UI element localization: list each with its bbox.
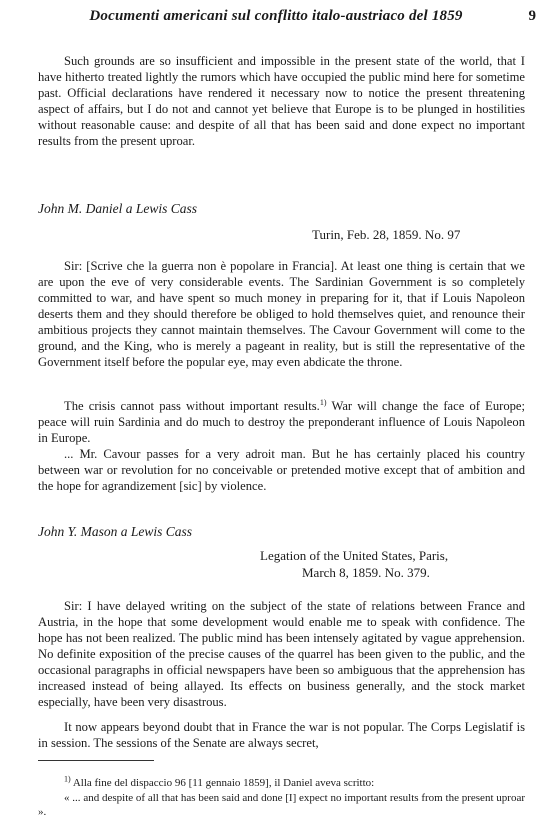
footnote-ref: 1) [319, 397, 327, 407]
paragraph-daniel-1: Sir: [Scrive che la guerra non è popolare in Francia]. At least one thing is certain that we are upon the eve of very considerable events. The Sardinian Government is so completely committed to war, and have spent so much money in preparing for it, that if Louis Napoleon deserts them and they should therefore be obliged to hold themselves quiet, and renounce their ambitious projects they cannot maintain themselves. The Cavour Government will come to the ground, and the King, who is merely a pageant in reality, but is still the representative of the Government itself before the popular eye, may even abdicate the throne. [38, 259, 525, 369]
paragraph-daniel-2 [38, 398, 525, 446]
paragraph-daniel-2-text-b: War will change the face of Europe; peace will ruin Sardinia and do much to destroy the preponderant influence of Louis Napoleon in Europe. [38, 399, 525, 445]
footnote [38, 776, 525, 790]
paragraph-daniel-2-text-a: The crisis cannot pass without important results. [64, 399, 320, 413]
footnote-line-1: Alla fine del dispaccio 96 [11 gennaio 1859], il Daniel aveva scritto: [70, 777, 375, 789]
dateline-paris-1: Legation of the United States, Paris, [260, 548, 449, 563]
paragraph-mason-1: Sir: I have delayed writing on the subject of the state of relations between France and Austria, in the hope that some development would enable me to speak with confidence. The hope has not been realized. The public mind has been intensely agitated by vague apprehension. No definite exposition of the precise causes of the quarrel has been given to the public, and the occasional paragraphs in official newspapers have been so ambiguous that the apprehension has increased instead of being allayed. Its effects on business generally, and the stock market especially, have been very disastrous. [38, 599, 525, 709]
footnote-marker: 1) [64, 774, 71, 784]
paragraph-mason-2: It now appears beyond doubt that in France the war is not popular. The Corps Legislatif is in session. The sessions of the Senate are always secret, [38, 720, 525, 750]
footnote-rule [38, 760, 154, 761]
footnote-quote: « ... and despite of all that has been said and done [I] expect no important results from the present uproar ». [38, 792, 525, 818]
paragraph-daniel-3: ... Mr. Cavour passes for a very adroit man. But he has certainly placed his country between war or revolution for no conceivable or pretended motive except that of ambition and the hope for agrandizement [sic] by violence. [38, 447, 525, 493]
paragraph-continuation: Such grounds are so insufficient and impossible in the present state of the world, that I have hitherto treated lightly the rumors which have occupied the public mind here for sometime past. Official declarations have rendered it necessary now to notice the present threatening aspect of affairs, but I do not and cannot yet believe that Europe is to be plunged in hostilities without reasonable cause: and despite of all that has been said and done expect no important results from the present uproar. [38, 54, 525, 148]
running-title: Documenti americani sul conflitto italo-austriaco del 1859 [89, 8, 463, 24]
letter-heading-mason: John Y. Mason a Lewis Cass [38, 524, 193, 539]
dateline-turin: Turin, Feb. 28, 1859. No. 97 [312, 227, 461, 242]
dateline-paris-2: March 8, 1859. No. 379. [302, 565, 430, 580]
letter-heading-daniel: John M. Daniel a Lewis Cass [38, 201, 198, 216]
page-number: 9 [528, 8, 536, 24]
